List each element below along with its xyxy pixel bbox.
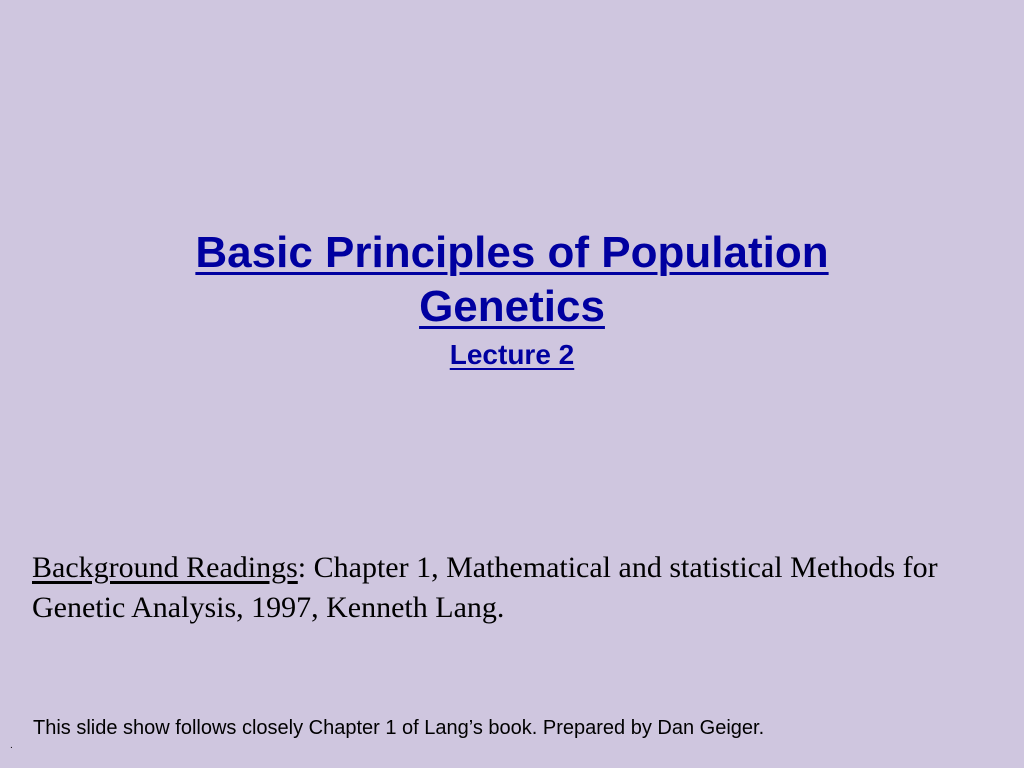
- slide-title-line-2[interactable]: Genetics: [419, 282, 605, 331]
- slide-subtitle[interactable]: Lecture 2: [449, 339, 575, 370]
- slide-title[interactable]: [0, 226, 1024, 334]
- background-readings-text: Chapter 1, Mathematical and statistical Methods for Genetic Analysis, 1997, Kenneth Lang.: [32, 551, 938, 624]
- title-block: [0, 226, 1024, 372]
- corner-mark: .: [10, 740, 13, 751]
- background-readings-separator: :: [297, 551, 314, 584]
- background-readings-label: Background Readings: [32, 551, 298, 584]
- background-readings: [32, 548, 952, 628]
- slide-title-line-1[interactable]: Basic Principles of Population: [195, 228, 829, 277]
- footer-note: This slide show follows closely Chapter 1 of Lang’s book. Prepared by Dan Geiger.: [33, 717, 765, 739]
